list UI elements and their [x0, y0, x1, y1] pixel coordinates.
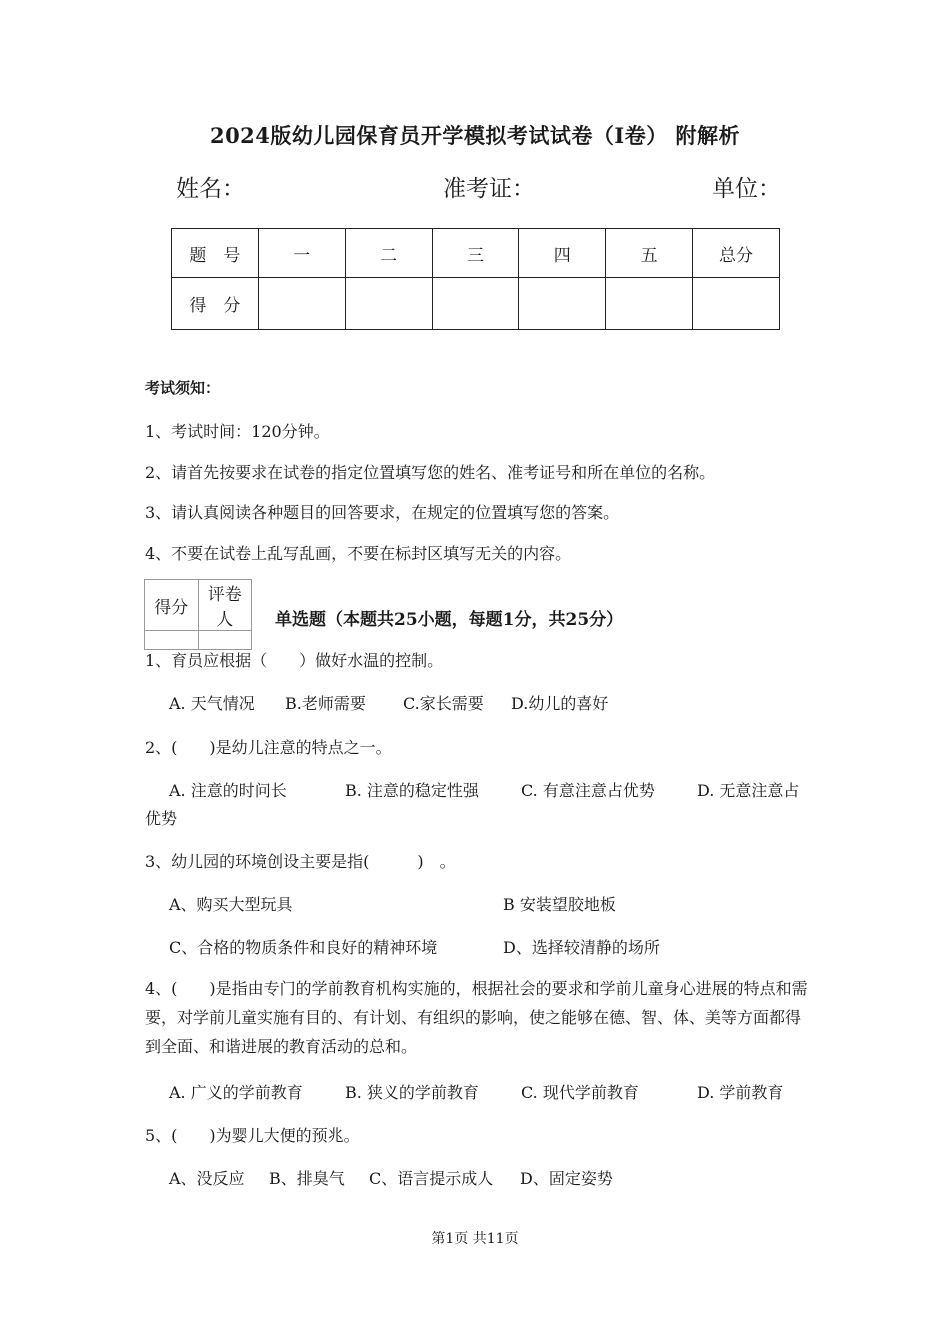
question-option: A、购买大型玩具: [169, 895, 293, 914]
question-option: C. 有意注意占优势: [521, 781, 655, 800]
question-option: B、排臭气: [269, 1169, 345, 1188]
unit-field-label: 单位：: [712, 176, 781, 202]
score-header-cell: 总分: [693, 229, 780, 278]
score-row-label: 得 分: [172, 278, 259, 330]
question-option: A、没反应: [169, 1169, 245, 1188]
score-cell: [258, 278, 345, 330]
notice-item: 4、不要在试卷上乱写乱画，不要在标封区填写无关的内容。: [145, 544, 572, 563]
question-stem: 3、幼儿园的环境创设主要是指( ) 。: [145, 852, 456, 871]
question-option: A. 注意的时问长: [169, 781, 287, 800]
question-option: C、合格的物质条件和良好的精神环境: [169, 938, 438, 957]
score-table-score-row: [172, 278, 780, 330]
grader-name-label: 评卷人: [198, 580, 252, 631]
notice-item: 1、考试时间：120分钟。: [145, 422, 330, 441]
notice-item: 3、请认真阅读各种题目的回答要求，在规定的位置填写您的答案。: [145, 503, 620, 522]
score-header-cell: 五: [606, 229, 693, 278]
question-option: D. 无意注意占: [697, 781, 800, 800]
question-option: C.家长需要: [403, 694, 484, 713]
question-stem: 5、( )为婴儿大便的预兆。: [145, 1126, 360, 1145]
question-option-wrap: 优势: [145, 809, 178, 828]
question-option: A. 天气情况: [169, 694, 255, 713]
score-table: [171, 228, 780, 330]
question-option: D. 学前教育: [697, 1083, 784, 1102]
question-option: C. 现代学前教育: [521, 1083, 639, 1102]
score-header-cell: 二: [345, 229, 432, 278]
grader-score-cell: [145, 631, 199, 650]
score-cell: [519, 278, 606, 330]
score-cell: [345, 278, 432, 330]
score-header-cell: 四: [519, 229, 606, 278]
question-option: B. 狭义的学前教育: [345, 1083, 479, 1102]
grader-box: [144, 579, 252, 650]
page-footer: 第1页 共11页: [431, 1231, 519, 1247]
question-stem: 1、育员应根据（ ）做好水温的控制。: [145, 651, 444, 670]
grader-name-cell: [198, 631, 252, 650]
score-cell: [693, 278, 780, 330]
question-option: B. 注意的稳定性强: [345, 781, 479, 800]
question-option: B.老师需要: [285, 694, 366, 713]
exam-title: 2024版幼儿园保育员开学模拟考试试卷（I卷） 附解析: [209, 123, 741, 148]
grader-score-label: 得分: [145, 580, 199, 631]
name-field-label: 姓名：: [176, 176, 245, 202]
question-stem: 4、( )是指由专门的学前教育机构实施的，根据社会的要求和学前儿童身心进展的特点和需要，对学前儿童实施有目的、有计划、有组织的影响，使之能够在德、智、体、美等方面都得到全面、和谐进展的教育活动的总和。: [145, 979, 808, 1056]
question-stem: 2、( )是幼儿注意的特点之一。: [145, 738, 392, 757]
question-option: C、语言提示成人: [369, 1169, 494, 1188]
score-table-header-row: [172, 229, 780, 278]
score-cell: [606, 278, 693, 330]
question-option: B 安装望胶地板: [503, 895, 616, 914]
score-header-cell: 题 号: [172, 229, 259, 278]
exam-id-field-label: 准考证：: [443, 176, 535, 202]
score-header-cell: 三: [432, 229, 519, 278]
notice-item: 2、请首先按要求在试卷的指定位置填写您的姓名、准考证号和所在单位的名称。: [145, 463, 716, 482]
notice-heading: 考试须知：: [145, 379, 221, 397]
question-option: D.幼儿的喜好: [511, 694, 609, 713]
section-title: 单选题（本题共25小题，每题1分，共25分）: [275, 610, 624, 630]
question-option: A. 广义的学前教育: [169, 1083, 303, 1102]
question-option: D、固定姿势: [520, 1169, 613, 1188]
score-header-cell: 一: [258, 229, 345, 278]
question-option: D、选择较清静的场所: [503, 938, 660, 957]
score-cell: [432, 278, 519, 330]
